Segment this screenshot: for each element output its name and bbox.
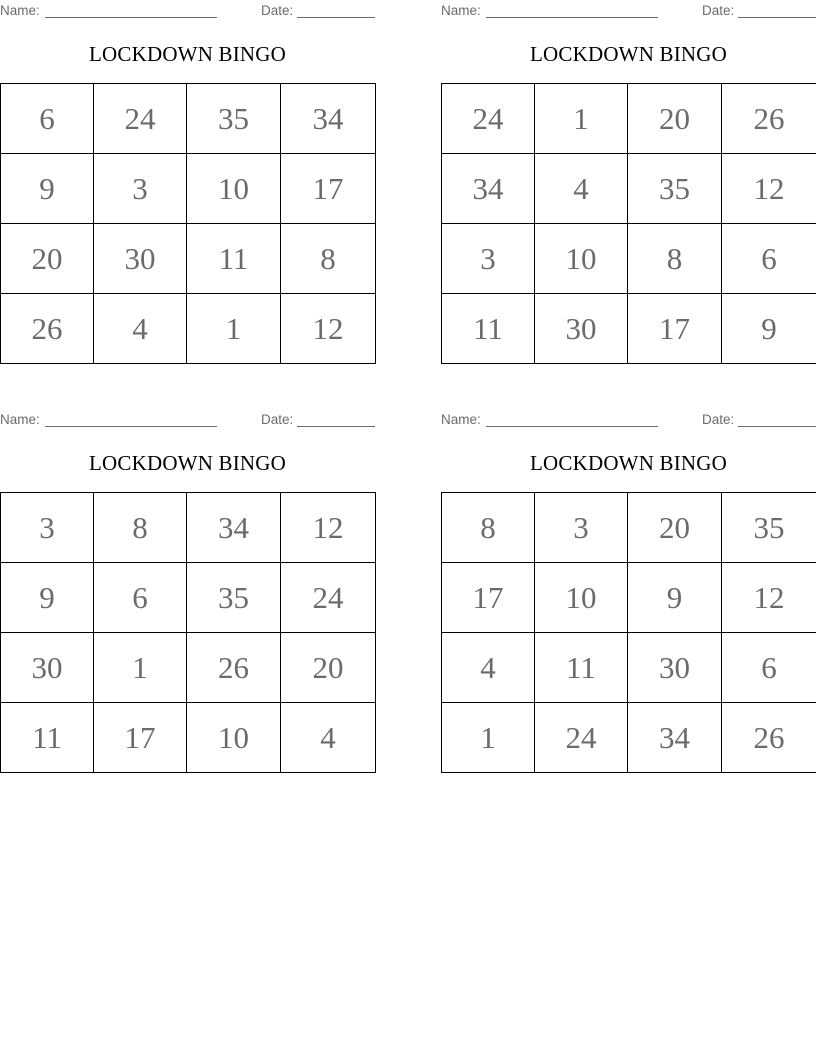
bingo-cell[interactable]: 3 xyxy=(1,493,94,563)
bingo-cell[interactable]: 12 xyxy=(722,563,816,633)
bingo-cell[interactable]: 24 xyxy=(535,703,628,773)
name-label: Name: xyxy=(441,412,481,427)
bingo-cell[interactable]: 35 xyxy=(187,84,281,154)
bingo-cell[interactable]: 11 xyxy=(187,224,281,294)
date-field[interactable] xyxy=(738,17,816,18)
bingo-cell[interactable]: 4 xyxy=(535,154,628,224)
bingo-cell[interactable]: 20 xyxy=(628,84,722,154)
bingo-cell[interactable]: 35 xyxy=(628,154,722,224)
date-label: Date: xyxy=(702,412,735,427)
bingo-cell[interactable]: 26 xyxy=(1,294,94,364)
bingo-cell[interactable]: 20 xyxy=(1,224,94,294)
date-field[interactable] xyxy=(297,426,375,427)
bingo-cell[interactable]: 6 xyxy=(1,84,94,154)
bingo-cell[interactable]: 12 xyxy=(722,154,816,224)
card-title: LOCKDOWN BINGO xyxy=(88,451,287,475)
date-label: Date: xyxy=(261,3,294,18)
bingo-grid xyxy=(441,492,816,773)
bingo-grid xyxy=(441,83,816,364)
bingo-cell[interactable]: 35 xyxy=(722,493,816,563)
bingo-cell[interactable]: 17 xyxy=(94,703,187,773)
card-header xyxy=(441,3,816,19)
card-title: LOCKDOWN BINGO xyxy=(529,42,728,66)
bingo-cell[interactable]: 6 xyxy=(722,224,816,294)
bingo-cell[interactable]: 10 xyxy=(535,563,628,633)
bingo-cell[interactable]: 4 xyxy=(94,294,187,364)
bingo-cell[interactable]: 6 xyxy=(94,563,187,633)
bingo-cell[interactable]: 34 xyxy=(281,84,375,154)
bingo-card-1 xyxy=(0,0,375,372)
bingo-cell[interactable]: 17 xyxy=(442,563,535,633)
bingo-cell[interactable]: 12 xyxy=(281,493,375,563)
bingo-grid xyxy=(0,492,376,773)
card-header xyxy=(0,3,375,19)
bingo-cell[interactable]: 10 xyxy=(187,703,281,773)
bingo-cell[interactable]: 17 xyxy=(628,294,722,364)
date-field[interactable] xyxy=(738,426,816,427)
bingo-cell[interactable]: 10 xyxy=(535,224,628,294)
name-label: Name: xyxy=(0,412,40,427)
bingo-card-2 xyxy=(441,0,816,372)
bingo-cell[interactable]: 11 xyxy=(1,703,94,773)
date-label: Date: xyxy=(261,412,294,427)
bingo-card-3 xyxy=(0,409,375,781)
name-field[interactable] xyxy=(486,17,658,18)
card-title: LOCKDOWN BINGO xyxy=(88,42,287,66)
bingo-cell[interactable]: 26 xyxy=(722,84,816,154)
bingo-cell[interactable]: 6 xyxy=(722,633,816,703)
bingo-cell[interactable]: 8 xyxy=(94,493,187,563)
bingo-grid xyxy=(0,83,376,364)
bingo-cell[interactable]: 20 xyxy=(628,493,722,563)
bingo-cell[interactable]: 26 xyxy=(187,633,281,703)
bingo-cell[interactable]: 30 xyxy=(94,224,187,294)
bingo-cell[interactable]: 35 xyxy=(187,563,281,633)
bingo-cell[interactable]: 9 xyxy=(628,563,722,633)
name-field[interactable] xyxy=(486,426,658,427)
bingo-cell[interactable]: 30 xyxy=(628,633,722,703)
bingo-cell[interactable]: 26 xyxy=(753,720,785,755)
bingo-cell[interactable]: 3 xyxy=(535,493,628,563)
bingo-cell[interactable]: 1 xyxy=(442,703,535,773)
bingo-cell[interactable]: 8 xyxy=(442,493,535,563)
bingo-cell[interactable]: 20 xyxy=(281,633,375,703)
bingo-cell[interactable]: 8 xyxy=(628,224,722,294)
bingo-cell[interactable]: 3 xyxy=(94,154,187,224)
bingo-cell[interactable]: 1 xyxy=(94,633,187,703)
name-field[interactable] xyxy=(45,17,217,18)
bingo-cell[interactable]: 1 xyxy=(535,84,628,154)
bingo-cell[interactable]: 11 xyxy=(442,294,535,364)
bingo-cell[interactable]: 30 xyxy=(1,633,94,703)
bingo-cell[interactable]: 8 xyxy=(281,224,375,294)
bingo-cell[interactable]: 17 xyxy=(281,154,375,224)
bingo-cell[interactable]: 30 xyxy=(535,294,628,364)
card-title: LOCKDOWN BINGO xyxy=(529,451,728,475)
date-label: Date: xyxy=(702,3,735,18)
bingo-cell[interactable]: 24 xyxy=(281,563,375,633)
bingo-cell[interactable]: 10 xyxy=(187,154,281,224)
bingo-cell[interactable]: 34 xyxy=(187,493,281,563)
bingo-cell[interactable]: 12 xyxy=(312,311,344,346)
card-header xyxy=(0,412,375,428)
name-label: Name: xyxy=(441,3,481,18)
bingo-cell[interactable]: 9 xyxy=(1,563,94,633)
card-header xyxy=(441,412,816,428)
bingo-cell[interactable]: 24 xyxy=(94,84,187,154)
bingo-cell[interactable]: 11 xyxy=(535,633,628,703)
bingo-cell[interactable]: 4 xyxy=(320,720,336,755)
name-label: Name: xyxy=(0,3,40,18)
bingo-cell[interactable]: 3 xyxy=(442,224,535,294)
bingo-cell[interactable]: 9 xyxy=(761,311,777,346)
bingo-cell[interactable]: 34 xyxy=(628,703,722,773)
bingo-cell[interactable]: 4 xyxy=(442,633,535,703)
date-field[interactable] xyxy=(297,17,375,18)
bingo-cell[interactable]: 1 xyxy=(187,294,281,364)
bingo-cell[interactable]: 24 xyxy=(442,84,535,154)
name-field[interactable] xyxy=(45,426,217,427)
bingo-cell[interactable]: 34 xyxy=(442,154,535,224)
bingo-card-4 xyxy=(441,409,816,781)
bingo-cell[interactable]: 9 xyxy=(1,154,94,224)
